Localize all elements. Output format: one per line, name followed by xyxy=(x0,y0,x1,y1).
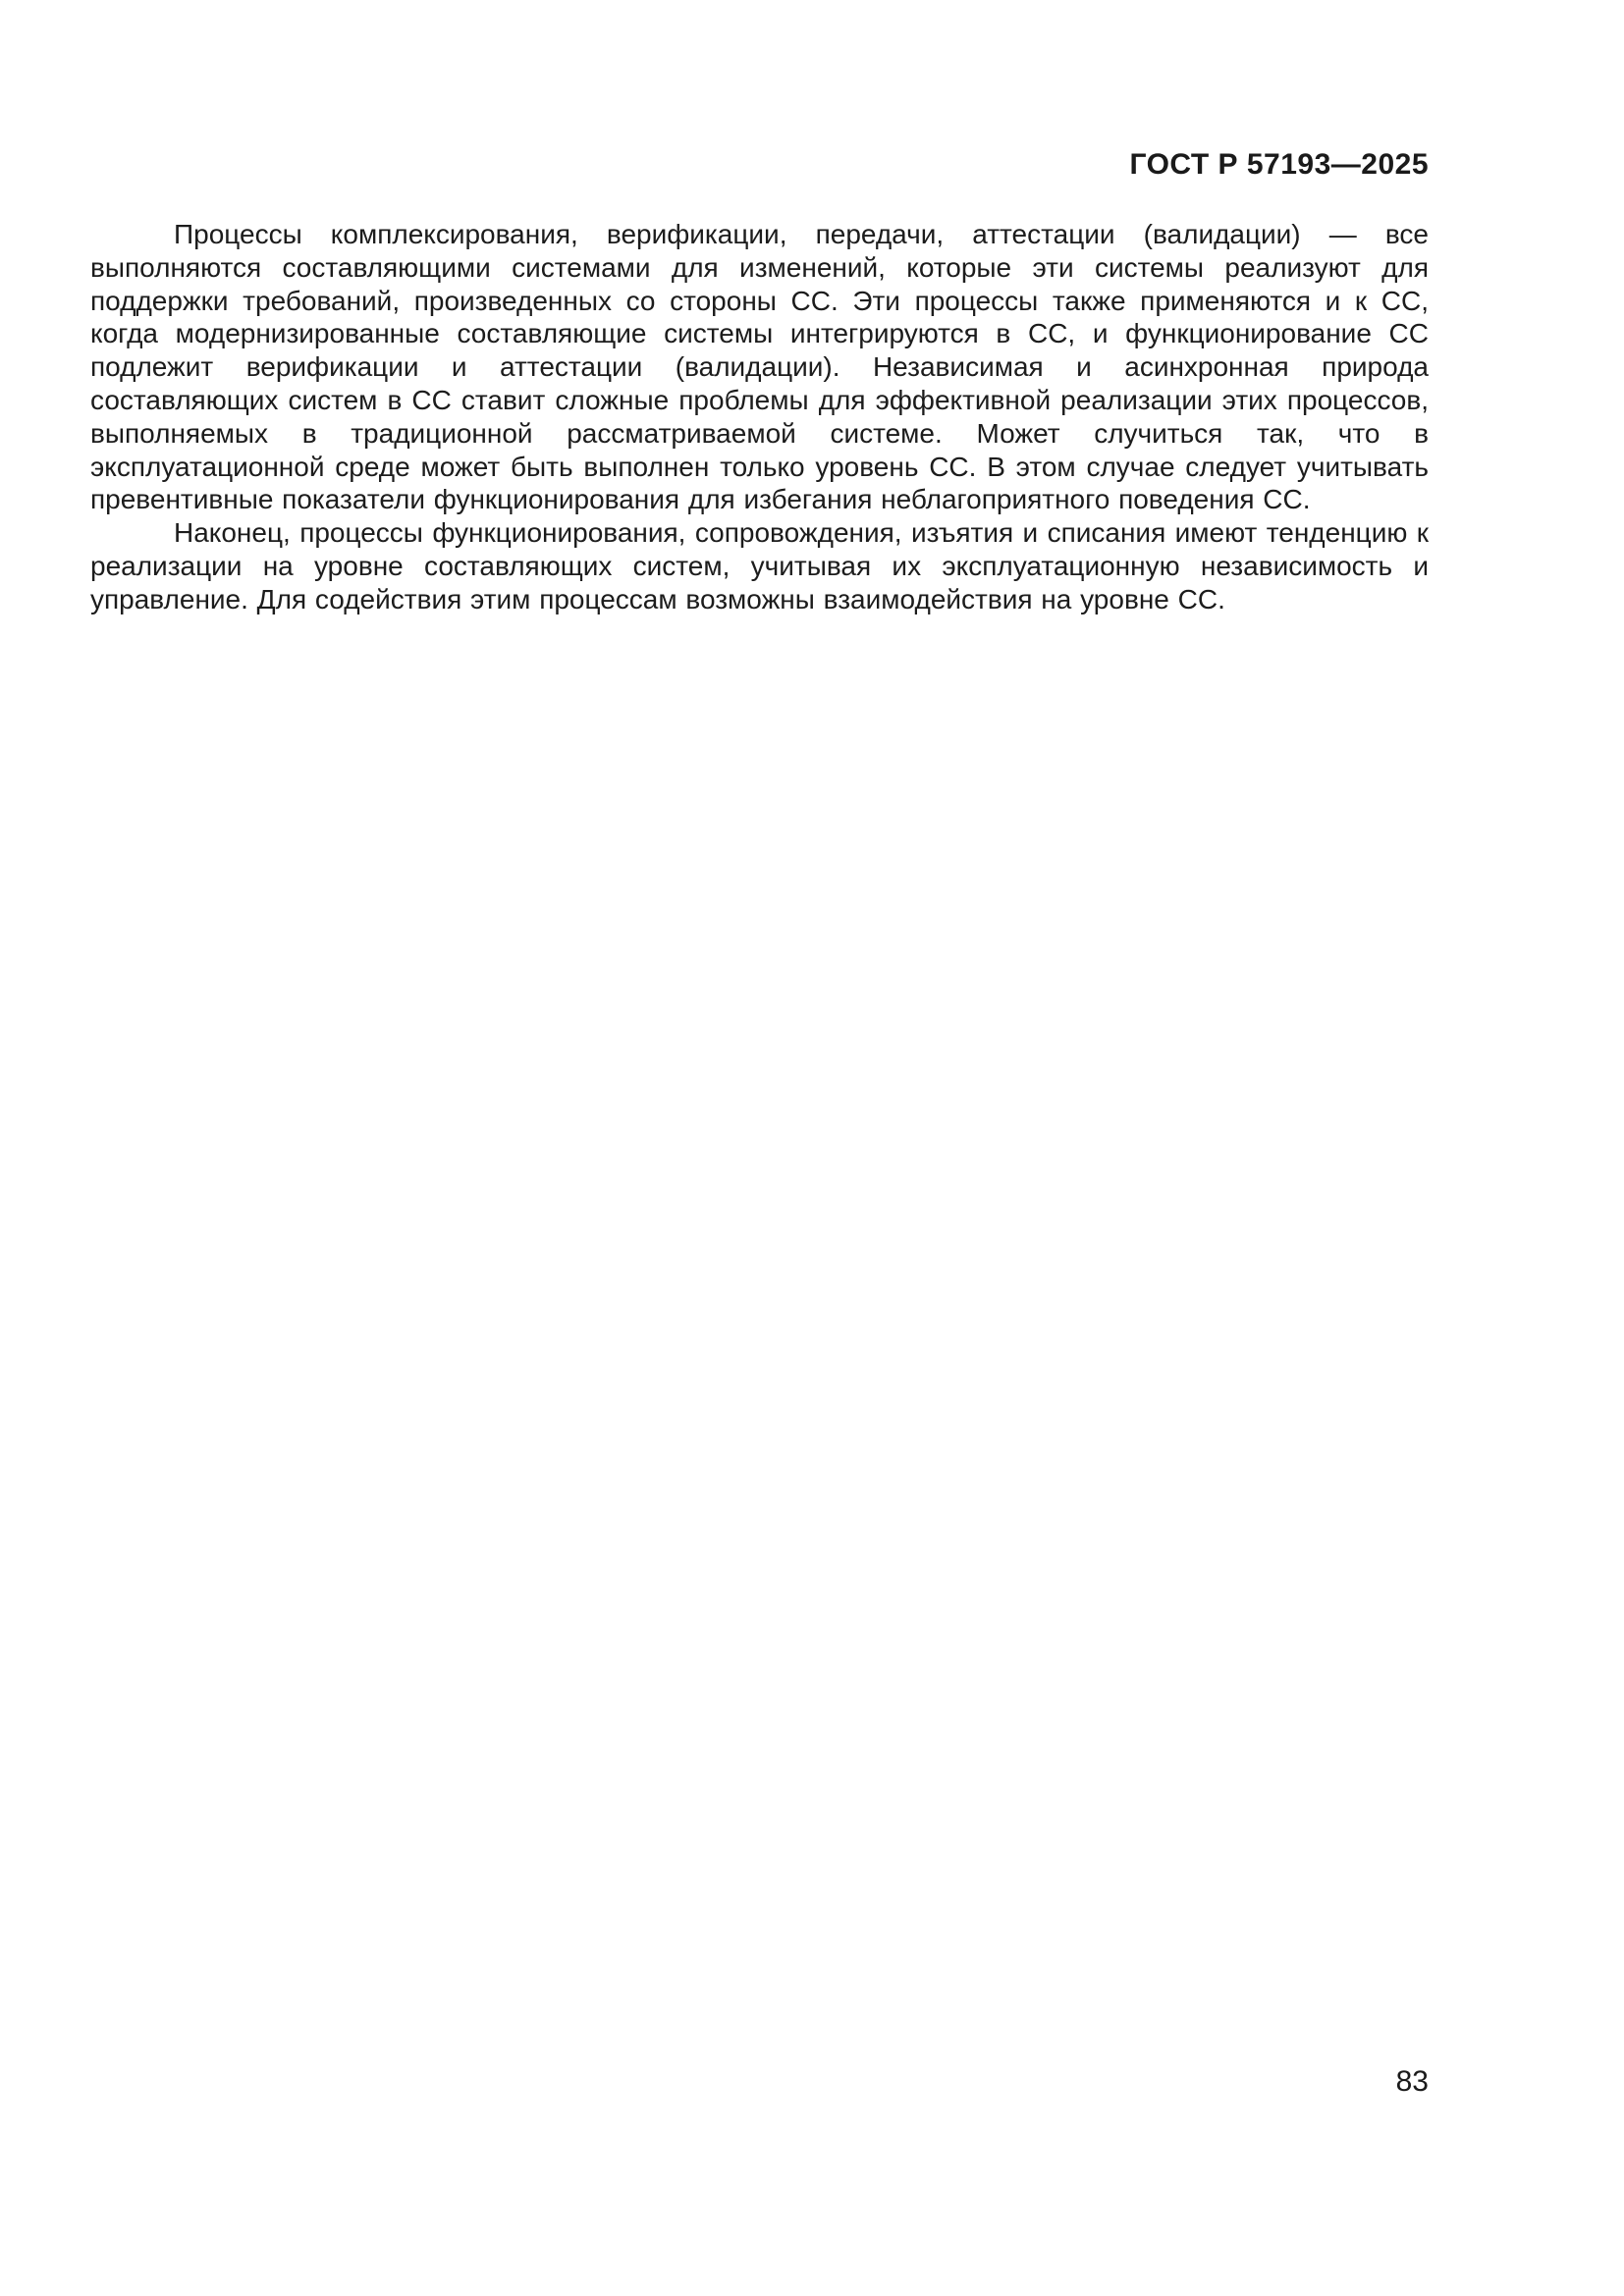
standard-designation: ГОСТ Р 57193—2025 xyxy=(1129,148,1429,181)
paragraph: Наконец, процессы функционирования, сопровождения, изъятия и списания имеют тенденцию к реализации на уровне составляющих систем, учитывая их эксплуатационную независимость и управление. Для содействия этим процессам возможны взаимодействия на уровне СС. xyxy=(90,517,1429,614)
page-footer xyxy=(90,2065,1429,2099)
page-number: 83 xyxy=(1395,2065,1429,2098)
running-header xyxy=(90,148,1429,182)
body-text xyxy=(90,218,1429,616)
paragraph: Процессы комплексирования, верификации, передачи, аттестации (валидации) — все выполняются составляющими системами для изменений, которые эти системы реализуют для поддержки требований, произведенных со стороны СС. Эти процессы также применяются и к СС, когда модернизированные составляющие системы интегрируются в СС, и функционирование СС подлежит верификации и аттестации (валидации). Независимая и асинхронная природа составляющих систем в СС ставит сложные проблемы для эффективной реализации этих процессов, выполняемых в традиционной рассматриваемой системе. Может случиться так, что в эксплуатационной среде может быть выполнен только уровень СС. В этом случае следует учитывать превентивные показатели функционирования для избегания неблагоприятного поведения СС. xyxy=(90,219,1429,515)
